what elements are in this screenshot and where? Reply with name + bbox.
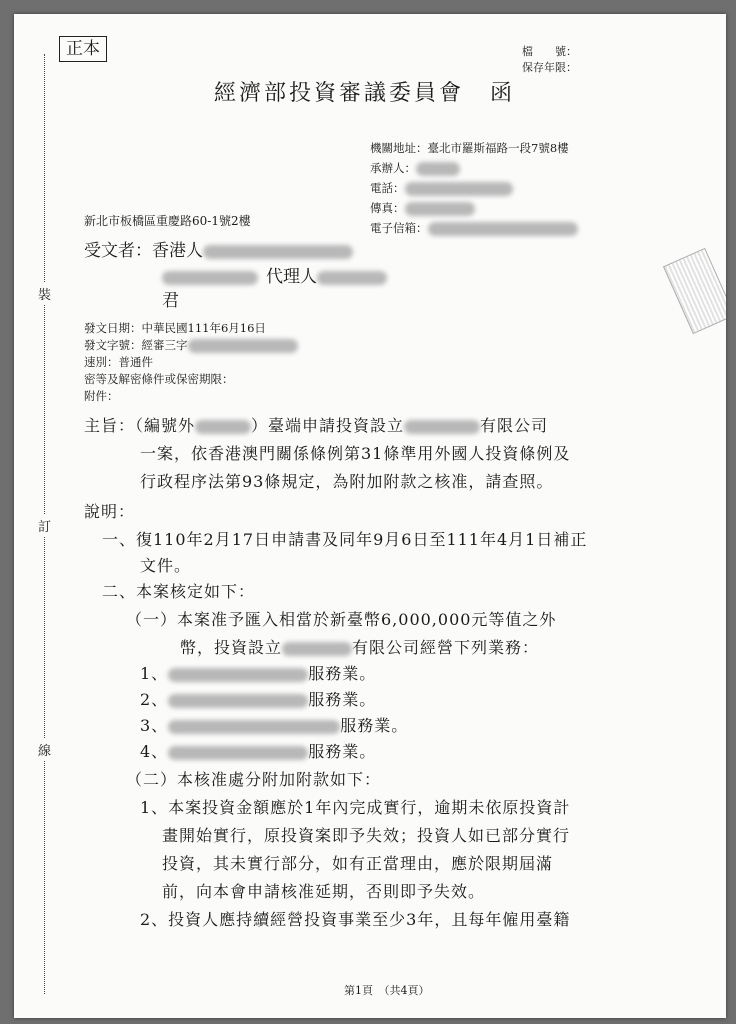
subject-line-2: 一案，依香港澳門關係條例第31條準用外國人投資條例及 xyxy=(140,444,571,463)
fax-row: 傳真： xyxy=(370,198,578,218)
agency-name: 經濟部投資審議委員會 xyxy=(214,81,465,106)
secrecy-level: 密等及解密條件或保密期限： xyxy=(84,372,234,386)
approval-sub-1-line-2: 幣，投資設立 有限公司經營下列業務： xyxy=(180,638,540,657)
attachment-label: 附件： xyxy=(84,389,119,403)
delivery-speed: 速別：普通件 xyxy=(84,355,153,369)
honorific: 君 xyxy=(162,291,179,311)
explanation-item-1-line-2: 文件。 xyxy=(140,556,192,575)
recipient-line: 受文者：香港人 xyxy=(84,238,353,264)
subject-line-3: 行政程序法第93條規定，為附加附款之核准，請查照。 xyxy=(140,472,554,491)
condition-heading: （二）本核准處分附加附款如下： xyxy=(126,770,382,789)
approval-sub-1-line-1: （一）本案准予匯入相當於新臺幣6,000,000元等值之外 xyxy=(126,610,557,629)
condition-1-line-4: 前，向本會申請核准延期，否則即予失效。 xyxy=(162,882,486,901)
page-number: 第1頁 （共4頁） xyxy=(344,984,430,997)
original-copy-stamp: 正本 xyxy=(59,36,107,62)
letter-title xyxy=(214,76,515,107)
agent-line: 代理人 xyxy=(162,264,387,290)
condition-1-line-2: 畫開始實行，原投資案即予失效；投資人如已部分實行 xyxy=(162,826,571,845)
issue-date: 發文日期：中華民國111年6月16日 xyxy=(84,321,266,335)
document-meta xyxy=(84,320,298,405)
recipient-address: 新北市板橋區重慶路60-1號2樓 xyxy=(84,214,251,228)
condition-1-line-1: 1、本案投資金額應於1年內完成實行，逾期未依原投資計 xyxy=(140,798,571,817)
subject-line-1: 主旨：（編號外 ）臺端申請投資設立 有限公司 xyxy=(84,416,549,435)
explanation-heading: 說明： xyxy=(84,502,136,521)
phone-row: 電話： xyxy=(370,178,578,198)
business-item-3: 3、 服務業。 xyxy=(140,716,409,735)
business-item-1: 1、 服務業。 xyxy=(140,664,377,683)
email-row: 電子信箱： xyxy=(370,218,578,238)
page-edge-mark xyxy=(663,248,726,334)
explanation-item-1-line-1: 一、復110年2月17日申請書及同年9月6日至111年4月1日補正 xyxy=(102,530,588,549)
binding-char-xian: 線 xyxy=(38,738,51,761)
binding-char-ding: 訂 xyxy=(38,514,51,537)
explanation-item-2: 二、本案核定如下： xyxy=(102,582,256,601)
condition-1-line-3: 投資，其未實行部分，如有正當理由，應於限期屆滿 xyxy=(162,854,554,873)
contact-block xyxy=(370,138,578,238)
condition-2-line-1: 2、投資人應持續經營投資事業至少3年，且每年僱用臺籍 xyxy=(140,910,571,929)
binding-char-zhuang: 裝 xyxy=(38,282,51,305)
document-page xyxy=(14,14,726,1018)
business-item-2: 2、 服務業。 xyxy=(140,690,377,709)
document-type: 函 xyxy=(490,81,516,106)
handler-row: 承辦人： xyxy=(370,158,578,178)
issue-number-row: 發文字號：經審三字 xyxy=(84,337,298,354)
business-item-4: 4、 服務業。 xyxy=(140,742,377,761)
file-number-label: 檔 號： xyxy=(522,45,577,58)
retention-label: 保存年限： xyxy=(522,61,577,74)
agency-address: 機關地址：臺北市羅斯福路一段7號8樓 xyxy=(370,141,569,155)
